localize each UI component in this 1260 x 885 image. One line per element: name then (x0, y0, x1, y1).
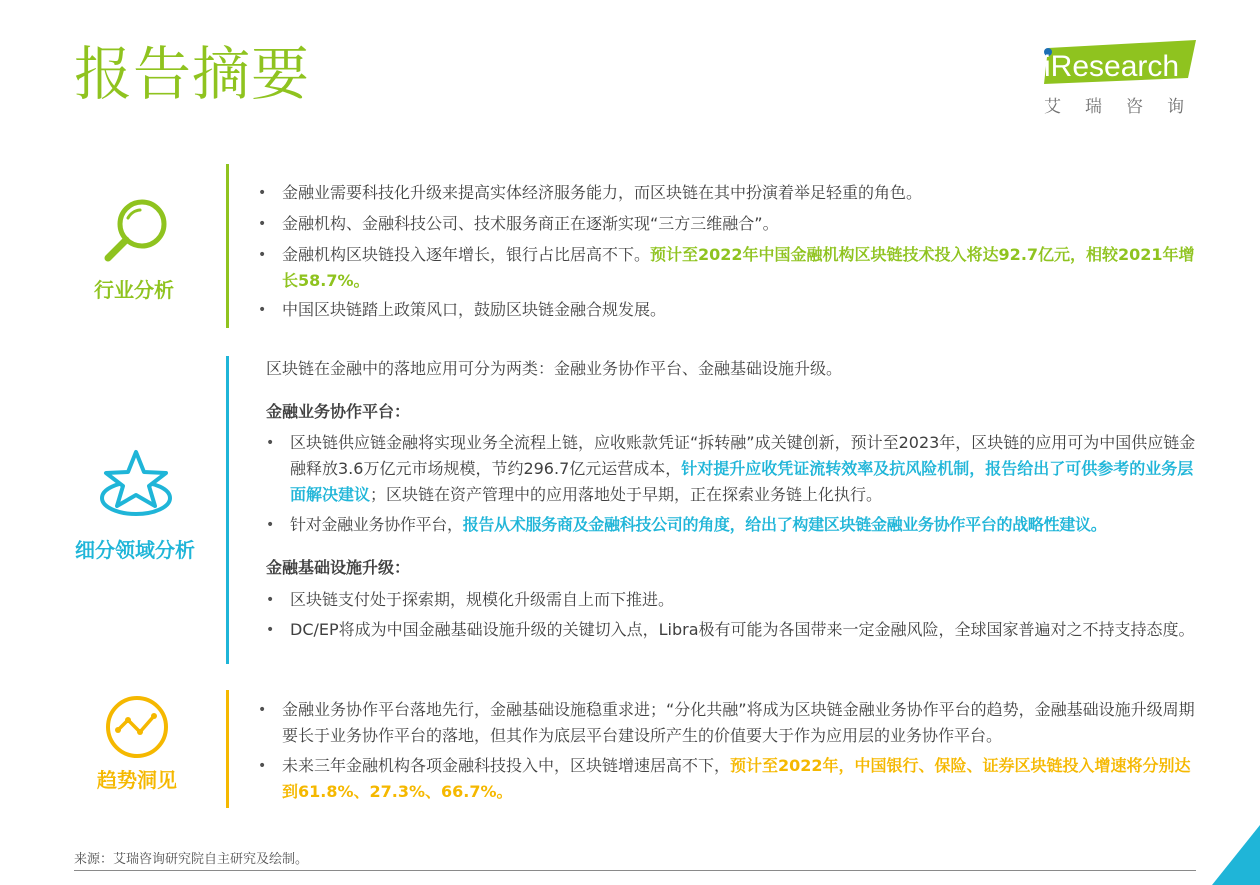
bullet-text (282, 242, 1198, 294)
list-item (258, 211, 1198, 237)
list-item (258, 753, 1202, 805)
source-note: 来源：艾瑞咨询研究院自主研究及绘制。 (74, 852, 309, 867)
bullet-text: 金融业需要科技化升级来提高实体经济服务能力，而区块链在其中扮演着举足轻重的角色。 (282, 183, 923, 202)
bullet-plain-text: 未来三年金融机构各项金融科技投入中，区块链增速居高不下， (282, 756, 731, 775)
bullet-dot: • (266, 622, 275, 638)
section-label-segment: 细分领域分析 (75, 538, 195, 562)
subheading-business-platform: 金融业务协作平台： (266, 402, 411, 421)
bullet-plain-text: 区块链供应链金融将实现业务全流程上链，应收账款凭证“拆转融”成关键创新，预计至2023年，区块链的应用可为中国供应链金融释放3.6万亿元市场规模，节约296.7亿元运营成本， (290, 433, 1196, 478)
bullet-dot: • (266, 517, 275, 533)
list-item (266, 587, 1200, 613)
list-item (266, 617, 1200, 669)
section-divider-trend (226, 690, 229, 808)
section-label-industry: 行业分析 (94, 278, 174, 302)
list-item (266, 430, 1200, 508)
svg-text:iResearch: iResearch (1044, 50, 1180, 83)
bullet-text (290, 512, 1246, 538)
section-divider-segment (226, 356, 229, 664)
corner-decoration (1212, 825, 1260, 885)
bullet-dot: • (258, 247, 267, 263)
highlight-text: 针对提升应收凭证流转效率及抗风险机制，报告给出了可供参考的业务层面解决建议 (290, 459, 1194, 504)
bullet-plain-text: ；区块链在资产管理中的应用落地处于早期，正在探索业务链上化执行。 (370, 485, 883, 504)
bullet-dot: • (258, 702, 267, 718)
bullet-text: 金融业务协作平台落地先行，金融基础设施稳重求进；“分化共融”将成为区块链金融业务协作平台的趋势，金融基础设施升级周期要长于业务协作平台的落地，但其作为底层平台建设所产生的价值要大于作为应用层的业务协作平台。 (282, 700, 1195, 745)
bullet-text: 区块链支付处于探索期，规模化升级需自上而下推进。 (290, 590, 675, 609)
trend-line-icon (104, 694, 170, 760)
highlight-text: 报告从术服务商及金融科技公司的角度，给出了构建区块链金融业务协作平台的战略性建议。 (462, 515, 1107, 534)
bullet-dot: • (258, 302, 267, 318)
bullet-text (290, 430, 1200, 508)
footer-divider (74, 870, 1196, 871)
bullet-text (282, 753, 1202, 805)
iresearch-logo (1040, 34, 1208, 117)
bullet-plain-text: 金融机构区块链投入逐年增长，银行占比居高不下。 (282, 245, 651, 264)
bullet-dot: • (266, 592, 275, 608)
bullet-dot: • (258, 216, 267, 232)
bullet-dot: • (266, 435, 275, 451)
magnifier-icon (100, 196, 172, 264)
logo-chinese-name: 艾瑞咨询 (1044, 97, 1208, 117)
bullet-text: DC/EP将成为中国金融基础设施升级的关键切入点，Libra极有可能为各国带来一定金融风险，全球国家普遍对之不持支持态度。 (290, 620, 1195, 639)
list-item (258, 297, 1198, 323)
highlight-text: 预计至2022年，中国银行、保险、证券区块链投入增速将分别达到61.8%、27.3%、66.7%。 (282, 756, 1191, 801)
list-item (258, 180, 1198, 206)
list-item (258, 242, 1198, 294)
list-item (266, 512, 1246, 538)
iresearch-logo-mark (1040, 38, 1200, 86)
segment-intro: 区块链在金融中的落地应用可分为两类：金融业务协作平台、金融基础设施升级。 (266, 359, 843, 378)
subheading-infrastructure: 金融基础设施升级： (266, 558, 411, 577)
section-label-trend: 趋势洞见 (97, 768, 177, 792)
bullet-text: 中国区块链踏上政策风口，鼓励区块链金融合规发展。 (282, 300, 667, 319)
page-title: 报告摘要 (74, 40, 311, 108)
star-icon (98, 448, 174, 518)
list-item (258, 697, 1202, 749)
bullet-dot: • (258, 758, 267, 774)
bullet-dot: • (258, 185, 267, 201)
bullet-plain-text: 针对金融业务协作平台， (290, 515, 463, 534)
highlight-text: 预计至2022年中国金融机构区块链技术投入将达92.7亿元，相较2021年增长58.7%。 (282, 245, 1195, 290)
section-divider-industry (226, 164, 229, 328)
bullet-text: 金融机构、金融科技公司、技术服务商正在逐渐实现“三方三维融合”。 (282, 214, 779, 233)
